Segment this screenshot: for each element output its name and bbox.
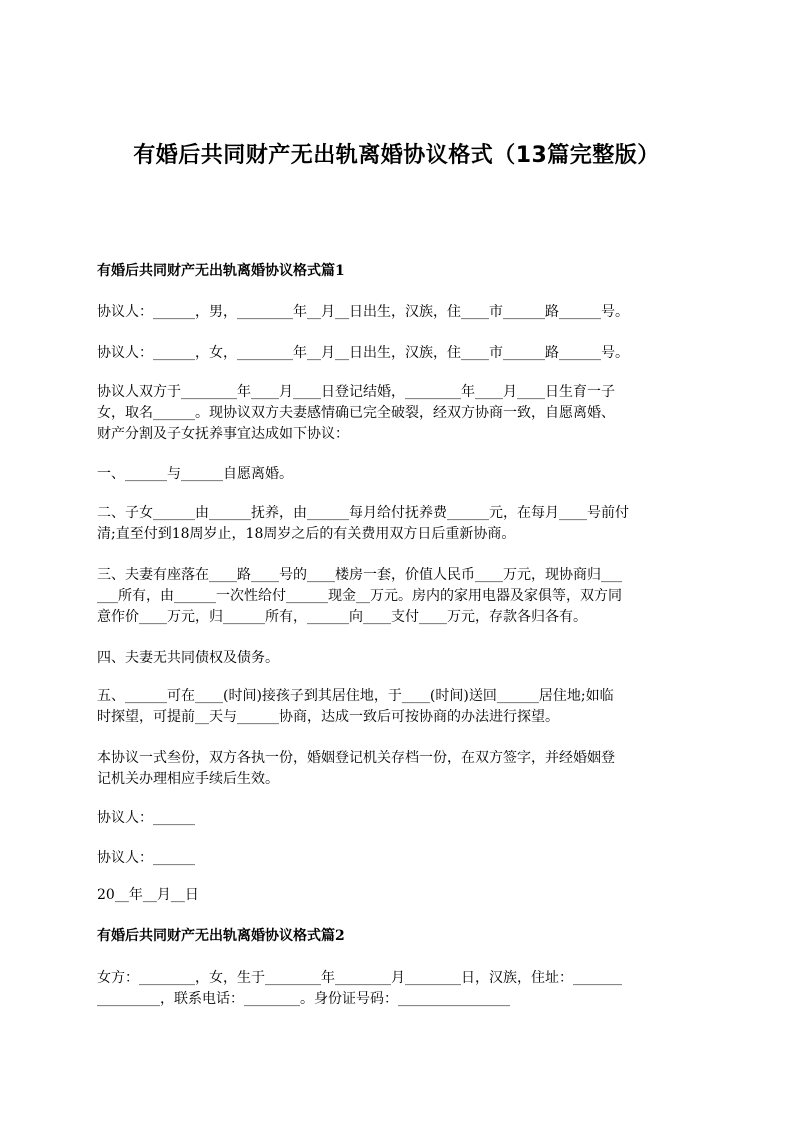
document-title: 有婚后共同财产无出轨离婚协议格式（13篇完整版） <box>133 143 660 168</box>
signature-1-text: 协议人：______ <box>97 810 195 826</box>
text-line: 意作价____万元，归______所有，______向____支付____万元，存款各归各有。 <box>97 609 587 625</box>
text-line: 四、夫妻无共同债权及债务。 <box>97 650 279 666</box>
text-line: 女方：________，女，生于________年________月________日，汉族，住址：_______ <box>97 970 622 986</box>
section-heading-1: 有婚后共同财产无出轨离婚协议格式篇1 <box>97 263 345 279</box>
text-line: 财产分割及子女抚养事宜达成如下协议： <box>97 426 349 442</box>
section-heading-2: 有婚后共同财产无出轨离婚协议格式篇2 <box>97 928 345 944</box>
text-line: 一、______与______自愿离婚。 <box>97 466 293 482</box>
clause-5 <box>97 686 707 728</box>
party-2-line <box>97 343 707 364</box>
marriage-paragraph <box>97 382 707 445</box>
text-line: 女，取名______。现协议双方夫妻感情确已完全破裂，经双方协商一致，自愿离婚、 <box>97 405 615 421</box>
text-line: _________，联系电话：________。身份证号码：________________ <box>97 991 510 1007</box>
section-2-paragraph <box>97 968 707 1010</box>
text-line: 记机关办理相应手续后生效。 <box>97 771 279 787</box>
party-2-text: 协议人：______，女，________年__月__日出生，汉族，住____市______路______号。 <box>97 345 629 361</box>
text-line: 三、夫妻有座落在____路____号的____楼房一套，价值人民币____万元，现协商归___ <box>97 567 622 583</box>
text-line: 清;直至付到18周岁止，18周岁之后的有关费用双方日后重新协商。 <box>97 526 516 542</box>
clause-4 <box>97 648 707 669</box>
text-line: 五、______可在____(时间)接孩子到其居住地，于____(时间)送回______居住地;如临 <box>97 688 614 704</box>
text-line: 协议人双方于________年____月____日登记结婚，________年____月____日生育一子 <box>97 384 615 400</box>
party-1-text: 协议人：______，男，________年__月__日出生，汉族，住____市______路______号。 <box>97 304 629 320</box>
text-line: ___所有，由______一次性给付______现金__万元。房内的家用电器及家俱等，双方同 <box>97 588 622 604</box>
party-1-line <box>97 302 707 323</box>
signature-1 <box>97 808 707 829</box>
closing-paragraph <box>97 748 707 790</box>
text-line: 时探望，可提前__天与______协商，达成一致后可按协商的办法进行探望。 <box>97 709 559 725</box>
clause-3 <box>97 565 707 628</box>
signature-2-text: 协议人：______ <box>97 850 195 866</box>
signature-2 <box>97 848 707 869</box>
clause-2 <box>97 503 707 545</box>
text-line: 二、子女______由______抚养，由______每月给付抚养费______元，在每月____号前付 <box>97 505 629 521</box>
date-text: 20__年__月__日 <box>97 887 199 903</box>
text-line: 本协议一式叁份，双方各执一份，婚姻登记机关存档一份，在双方签字，并经婚姻登 <box>97 750 615 766</box>
date-line <box>97 885 707 906</box>
clause-1 <box>97 464 707 485</box>
